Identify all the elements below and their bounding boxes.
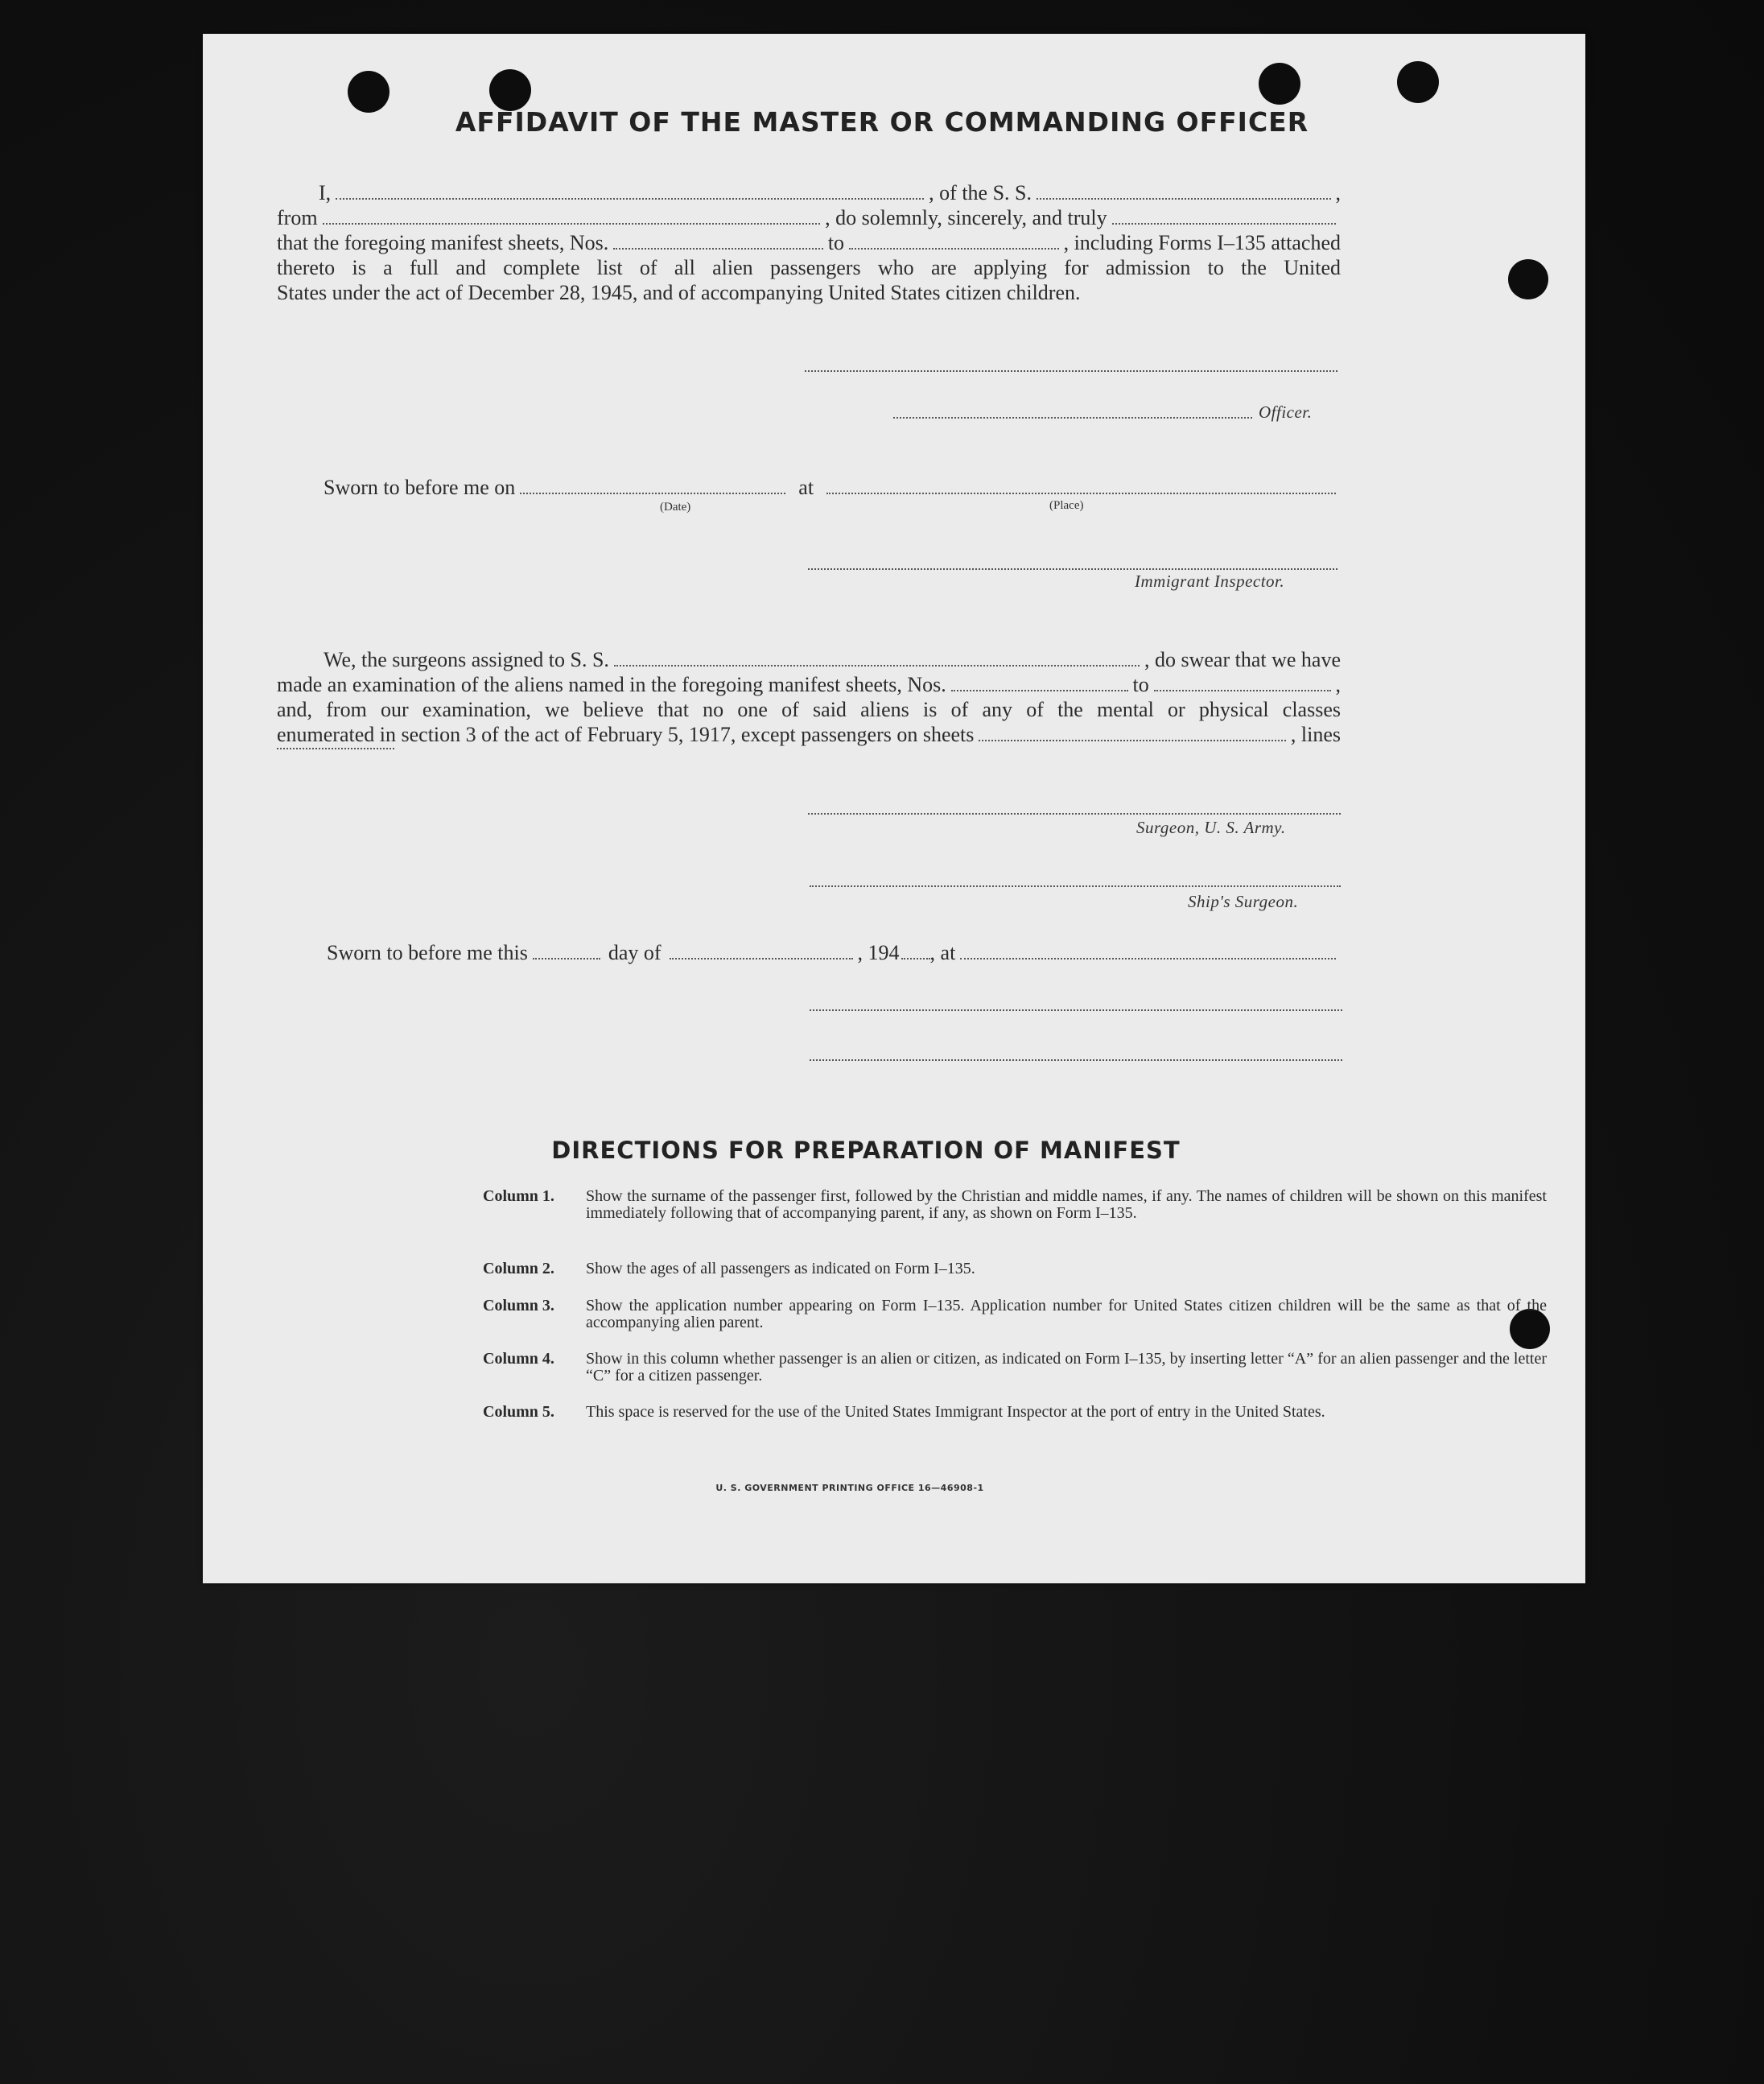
surgeons-lines-blank[interactable] [277, 747, 394, 749]
sworn2-signature-line-2[interactable] [810, 1059, 1342, 1061]
surgeons-l4b: , lines [1290, 723, 1341, 746]
sworn2-signature-line-1[interactable] [810, 1009, 1342, 1011]
affirm-blank[interactable] [1112, 223, 1336, 225]
printer-imprint: U. S. GOVERNMENT PRINTING OFFICE 16—46908-1 [715, 1483, 984, 1493]
direction-row [483, 1404, 1547, 1421]
sworn-line-2 [327, 940, 1341, 965]
officer-label: Officer. [1259, 402, 1313, 422]
affidavit-to: to [827, 231, 845, 254]
master-signature-line[interactable] [805, 370, 1337, 372]
column-text: This space is reserved for the use of the United States Immigrant Inspector at the port of entry in the United States. [586, 1403, 1325, 1421]
sworn2-day-blank[interactable] [533, 957, 600, 959]
sheet-from-blank[interactable] [613, 248, 823, 250]
direction-row [483, 1351, 1547, 1385]
ship-surgeon-label: Ship's Surgeon. [1188, 892, 1299, 911]
sworn2-month-blank[interactable] [670, 957, 853, 959]
punch-hole [489, 69, 531, 111]
surgeons-ship-blank[interactable] [614, 665, 1140, 666]
name-blank[interactable] [336, 198, 924, 200]
column-label: Column 4. [483, 1350, 554, 1368]
comma: , [1335, 673, 1341, 696]
column-text: Show the surname of the passenger first, followed by the Christian and middle names, if any. The names of children will be shown on this manifest immediately following that of accompanying parent, if any, as shown on Form I–135. [586, 1187, 1547, 1222]
sworn2-text: Sworn to before me this [327, 941, 528, 964]
sworn-place-blank[interactable] [826, 493, 1336, 494]
sworn2-day-of: day of [608, 941, 662, 964]
surgeons-l2-to: to [1132, 673, 1149, 696]
punch-hole [1508, 259, 1548, 299]
affidavit-from: from [277, 206, 318, 229]
affidavit-solemnly: , do solemnly, sincerely, and truly [825, 206, 1107, 229]
from-port-blank[interactable] [323, 223, 821, 225]
form-page [203, 34, 1585, 1583]
affidavit-of-ss: , of the S. S. [929, 181, 1032, 204]
direction-row [483, 1188, 1547, 1222]
place-label: (Place) [1049, 499, 1084, 512]
affidavit-paragraph [277, 180, 1341, 305]
ship-surgeon-signature-line[interactable] [810, 885, 1341, 887]
officer-signature-line[interactable] [893, 417, 1252, 419]
column-label: Column 5. [483, 1403, 554, 1421]
surgeons-l1b: , do swear that we have [1144, 648, 1341, 671]
sworn2-year: , 194 [857, 941, 900, 964]
punch-hole [1259, 63, 1300, 105]
affidavit-i: I, [319, 181, 332, 204]
column-label: Column 2. [483, 1260, 554, 1277]
affidavit-line5: States under the act of December 28, 1945, and of accompanying United States citizen children. [277, 281, 1081, 304]
surgeons-sheet-from-blank[interactable] [951, 690, 1128, 691]
sworn2-at: , at [929, 941, 956, 964]
direction-row [483, 1298, 1547, 1331]
sworn1-text: Sworn to before me on [324, 476, 516, 499]
sworn-date-blank[interactable] [520, 492, 785, 494]
surgeons-l2a: made an examination of the aliens named in the foregoing manifest sheets, Nos. [277, 673, 946, 696]
column-label: Column 1. [483, 1187, 554, 1205]
surgeons-sheet-to-blank[interactable] [1154, 690, 1331, 691]
column-text: Show in this column whether passenger is an alien or citizen, as indicated on Form I–135, by inserting letter “A” for an alien passenger and the letter “C” for a citizen passenger. [586, 1350, 1547, 1385]
affidavit-including: , including Forms I–135 attached [1063, 231, 1341, 254]
inspector-signature-line[interactable] [808, 568, 1337, 570]
sworn2-place-blank[interactable] [960, 958, 1336, 959]
date-label: (Date) [660, 501, 691, 514]
direction-row [483, 1261, 1547, 1277]
army-surgeon-signature-line[interactable] [808, 813, 1341, 815]
directions-title: DIRECTIONS FOR PREPARATION OF MANIFEST [551, 1137, 1181, 1164]
surgeons-sheets-blank[interactable] [979, 740, 1285, 741]
surgeons-paragraph [277, 647, 1341, 766]
affidavit-title: AFFIDAVIT OF THE MASTER OR COMMANDING OFFICER [455, 106, 1309, 138]
surgeons-l1a: We, the surgeons assigned to S. S. [324, 648, 609, 671]
sheet-to-blank[interactable] [849, 248, 1059, 250]
ship-name-blank[interactable] [1037, 198, 1331, 200]
punch-hole [1397, 61, 1439, 103]
comma: , [1335, 181, 1341, 204]
army-surgeon-label: Surgeon, U. S. Army. [1136, 818, 1286, 837]
column-text: Show the application number appearing on Form I–135. Application number for United States citizen children will be the same as that of the accompanying alien parent. [586, 1297, 1547, 1331]
affidavit-that: that the foregoing manifest sheets, Nos. [277, 231, 609, 254]
surgeons-l4a: enumerated in section 3 of the act of February 5, 1917, except passengers on sheets [277, 723, 975, 746]
column-text: Show the ages of all passengers as indicated on Form I–135. [586, 1260, 975, 1277]
affidavit-line4: thereto is a full and complete list of all alien passengers who are applying for admission to the United [277, 256, 1341, 279]
inspector-label: Immigrant Inspector. [1135, 572, 1285, 591]
surgeons-l3: and, from our examination, we believe that no one of said aliens is of any of the mental or physical classes [277, 698, 1341, 721]
sworn1-at: at [798, 476, 814, 499]
sworn2-year-blank[interactable] [901, 957, 930, 959]
column-label: Column 3. [483, 1297, 554, 1314]
sworn-line-1 [324, 475, 1341, 500]
